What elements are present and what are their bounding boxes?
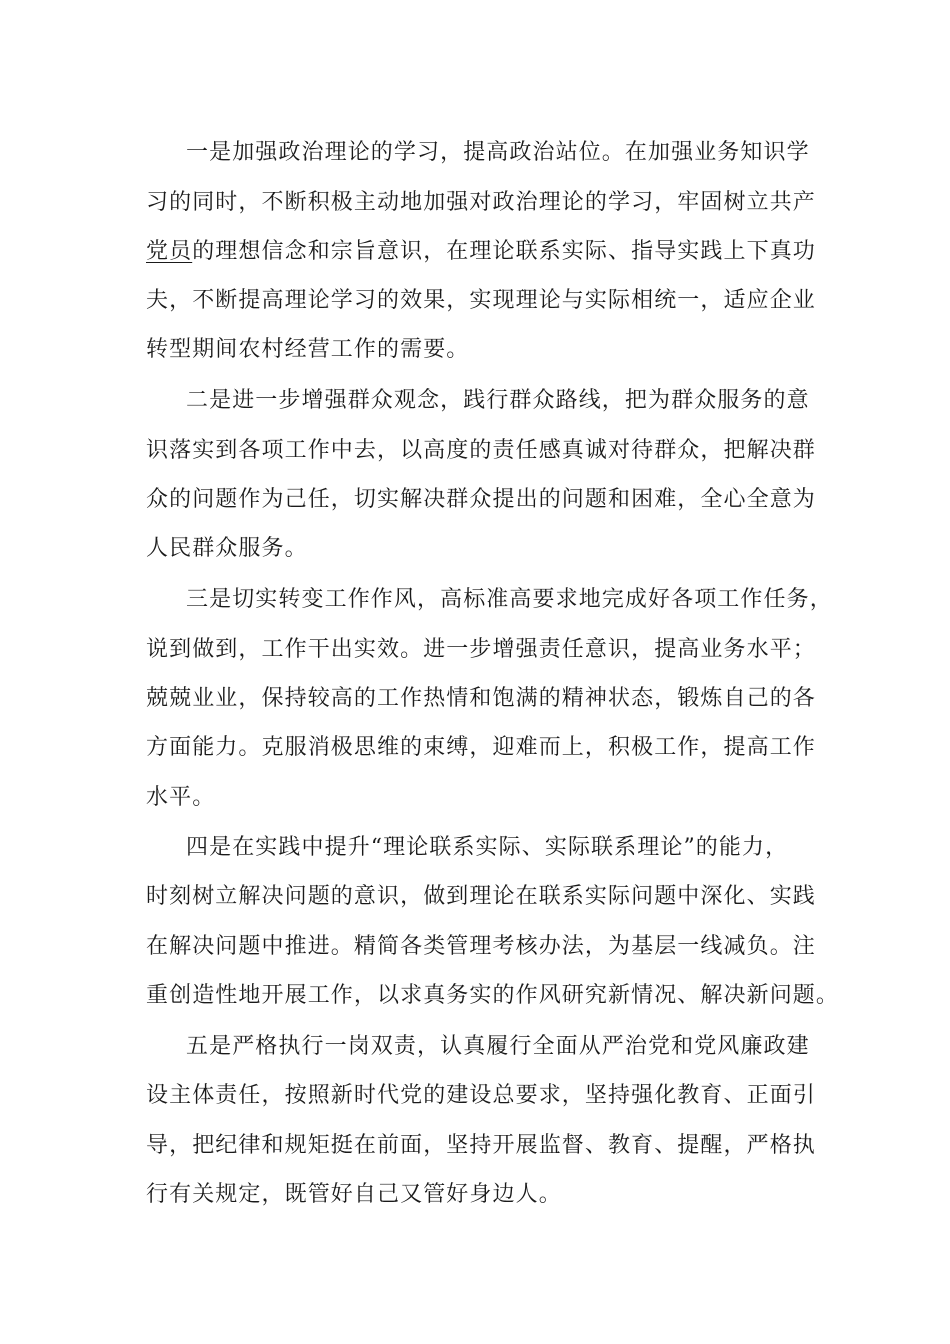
paragraph-1-line-1: 一是加强政治理论的学习，提高政治站位。在加强业务知识学 xyxy=(186,140,810,165)
paragraph-4-line-1: 四是在实践中提升“理论联系实际、实际联系理论”的能力， xyxy=(186,835,789,860)
paragraph-1-line-3 xyxy=(146,230,816,274)
paragraph-4-line-2: 时刻树立解决问题的意识，做到理论在联系实际问题中深化、实践 xyxy=(146,884,816,909)
paragraph-5-line-2: 设主体责任，按照新时代党的建设总要求，坚持强化教育、正面引 xyxy=(146,1083,816,1108)
paragraph-1-line-5: 转型期间农村经营工作的需要。 xyxy=(146,337,470,362)
paragraph-3-line-3: 兢兢业业，保持较高的工作热情和饱满的精神状态，锻炼自己的各 xyxy=(146,686,816,711)
paragraph-2-line-4: 人民群众服务。 xyxy=(146,536,308,561)
paragraph-3-line-5: 水平。 xyxy=(146,785,216,810)
paragraph-5-line-1: 五是严格执行一岗双责，认真履行全面从严治党和党风廉政建 xyxy=(186,1034,810,1059)
paragraph-1-line-2: 习的同时，不断积极主动地加强对政治理论的学习，牢固树立共产 xyxy=(146,190,816,215)
paragraph-1-line-3-rest: 的理想信念和宗旨意识，在理论联系实际、指导实践上下真功 xyxy=(192,239,816,264)
paragraph-1-line-4: 夫，不断提高理论学习的效果，实现理论与实际相统一，适应企业 xyxy=(146,288,816,313)
paragraph-5-line-3: 导，把纪律和规矩挺在前面，坚持开展监督、教育、提醒，严格执 xyxy=(146,1133,816,1158)
paragraph-3-line-1: 三是切实转变工作作风，高标准高要求地完成好各项工作任务， xyxy=(186,587,833,612)
underlined-term: 党员 xyxy=(146,239,193,264)
paragraph-4-line-3: 在解决问题中推进。精简各类管理考核办法，为基层一线减负。注 xyxy=(146,934,816,959)
paragraph-2-line-1: 二是进一步增强群众观念，践行群众路线，把为群众服务的意 xyxy=(186,388,810,413)
paragraph-3-line-2: 说到做到，工作干出实效。进一步增强责任意识，提高业务水平； xyxy=(146,637,816,662)
paragraph-5-line-4: 行有关规定，既管好自己又管好身边人。 xyxy=(146,1182,562,1207)
paragraph-2-line-3: 众的问题作为己任，切实解决群众提出的问题和困难，全心全意为 xyxy=(146,487,816,512)
paragraph-3-line-4: 方面能力。克服消极思维的束缚，迎难而上，积极工作，提高工作 xyxy=(146,735,816,760)
paragraph-4-line-4: 重创造性地开展工作，以求真务实的作风研究新情况、解决新问题。 xyxy=(146,983,840,1008)
paragraph-2-line-2: 识落实到各项工作中去，以高度的责任感真诚对待群众，把解决群 xyxy=(146,438,816,463)
